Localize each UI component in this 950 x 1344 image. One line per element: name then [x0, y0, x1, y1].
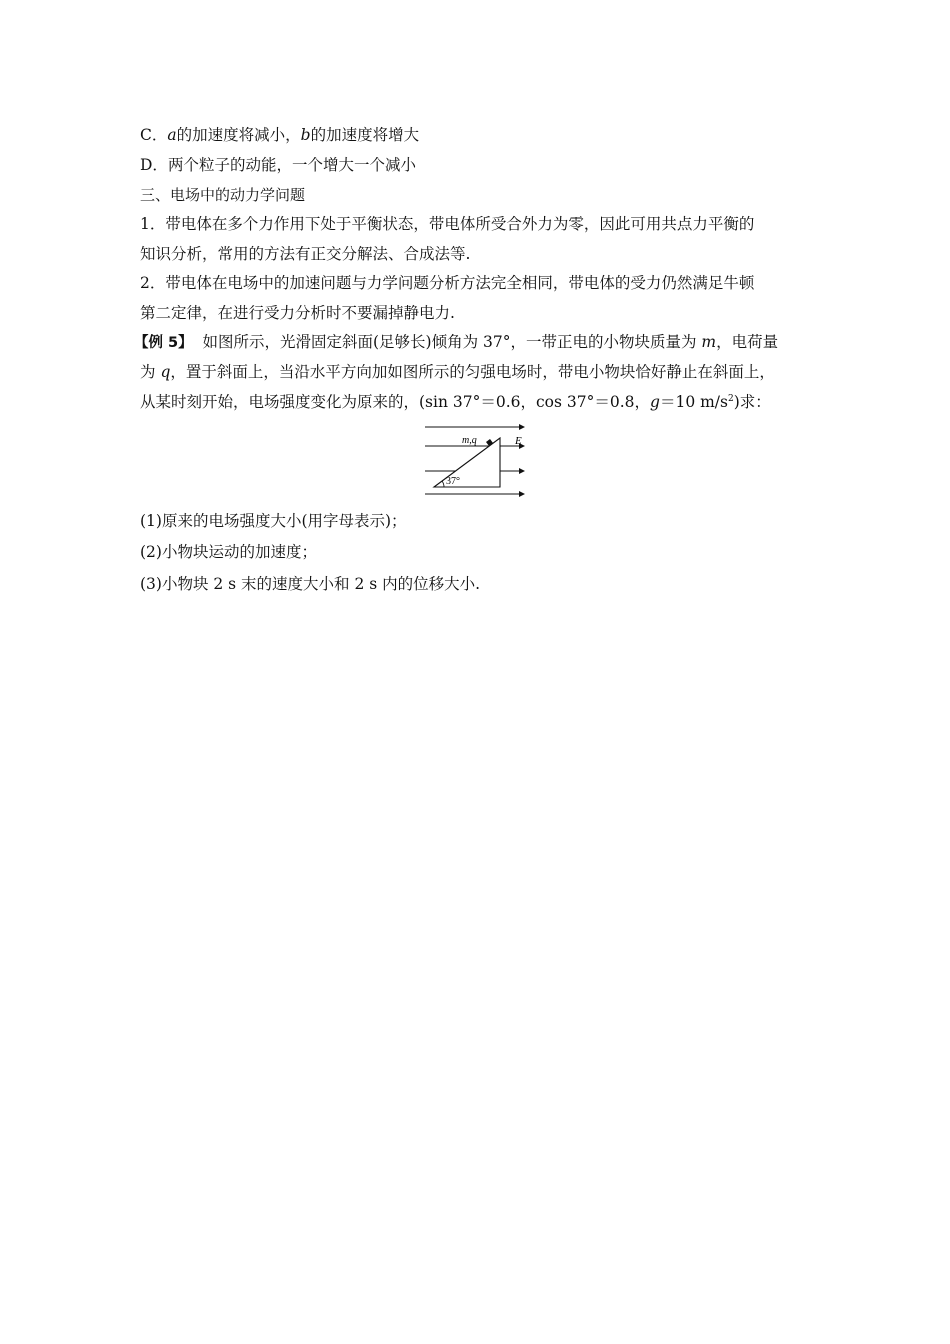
example5-line2-text: ，置于斜面上，当沿水平方向加如图所示的匀强电场时，带电小物块恰好静止在斜面上，: [170, 363, 775, 381]
example5-line3-mid: ＝10 m/s: [659, 393, 728, 411]
example5-var-g: g: [650, 393, 660, 411]
example5-line2-start: 为: [140, 363, 161, 381]
point1-line2: 知识分析，常用的方法有正交分解法、合成法等.: [140, 245, 471, 263]
example5-line2: [140, 362, 775, 382]
question-3: (3)小物块 2 s 末的速度大小和 2 s 内的位移大小.: [140, 575, 481, 593]
example5-line1-end: ，电荷量: [716, 333, 779, 351]
point2-line1: 2．带电体在电场中的加速问题与力学问题分析方法完全相同，带电体的受力仍然满足牛顿: [140, 274, 755, 292]
incline-field-diagram: [420, 424, 532, 500]
option-c-var-b: b: [300, 126, 311, 144]
option-c-var-a: a: [167, 126, 177, 144]
option-c-label: C．: [140, 126, 168, 144]
example5-var-q: q: [160, 363, 171, 381]
example5-line3-end: )求：: [733, 393, 771, 411]
option-c-text2: 的加速度将增大: [310, 126, 420, 144]
option-d-text: 两个粒子的动能，一个增大一个减小: [167, 156, 416, 174]
question-2: (2)小物块运动的加速度；: [140, 543, 317, 561]
option-d: [140, 155, 416, 175]
example5-line3: [140, 392, 771, 412]
example5-line3-sup: 2: [727, 393, 734, 404]
field-label: E: [515, 435, 522, 447]
option-d-label: D．: [140, 156, 168, 174]
example5-line1-text: 如图所示，光滑固定斜面(足够长)倾角为 37°，一带正电的小物块质量为: [192, 333, 702, 351]
point1-line1: 1．带电体在多个力作用下处于平衡状态，带电体所受合外力为零，因此可用共点力平衡的: [140, 215, 755, 233]
point2-line2: 第二定律，在进行受力分析时不要漏掉静电力.: [140, 304, 455, 322]
example5-tag: 【例 5】: [134, 335, 193, 351]
section-heading: 三、电场中的动力学问题: [140, 186, 306, 204]
option-c: [140, 125, 419, 145]
mass-charge-label: m,q: [462, 435, 477, 446]
example5-line1: [134, 332, 778, 353]
option-c-text1: 的加速度将减小，: [176, 126, 301, 144]
question-1: (1)原来的电场强度大小(用字母表示)；: [140, 512, 407, 530]
example5-var-m: m: [701, 333, 717, 351]
angle-label: 37°: [446, 476, 460, 487]
example5-line3-text: 从某时刻开始，电场强度变化为原来的，(sin 37°＝0.6，cos 37°＝0.8，: [140, 393, 651, 411]
